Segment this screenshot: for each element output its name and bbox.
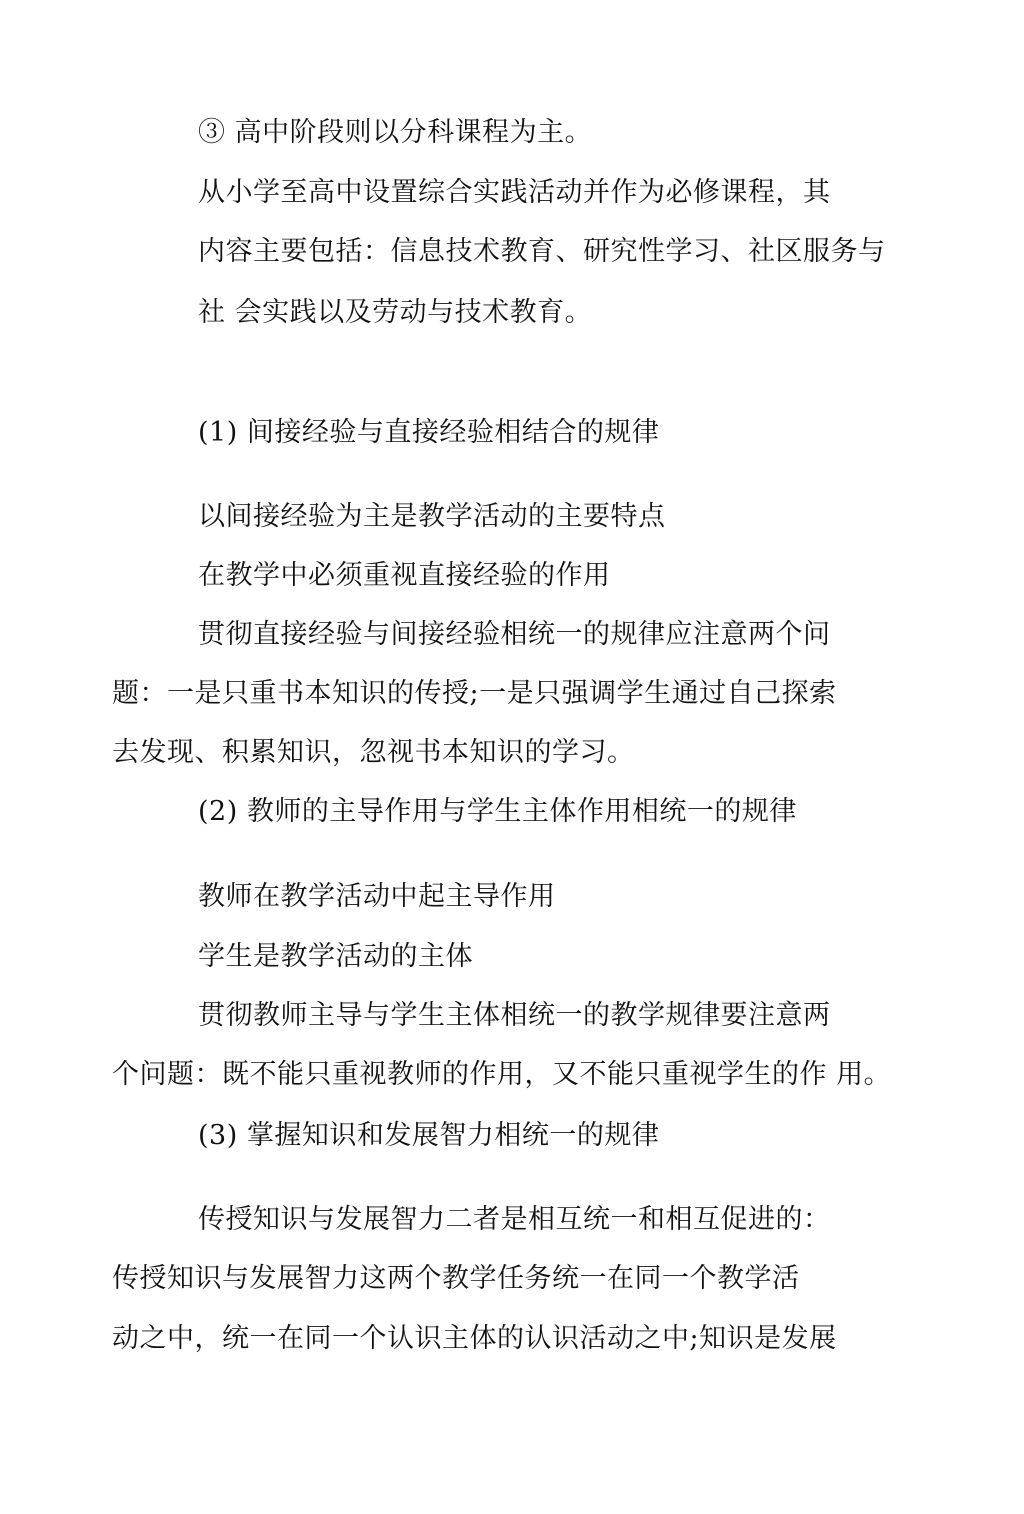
text-line-1: ③ 高中阶段则以分科课程为主。 <box>198 117 593 148</box>
text-line-9: 题：一是只重书本知识的传授;一是只强调学生通过自己探索 <box>112 678 837 709</box>
text-line-3: 内容主要包括：信息技术教育、研究性学习、社区服务与 <box>198 236 886 267</box>
text-line-19: 动之中，统一在同一个认识主体的认识活动之中;知识是发展 <box>112 1323 837 1354</box>
text-line-14: 贯彻教师主导与学生主体相统一的教学规律要注意两 <box>198 1000 831 1031</box>
text-line-7: 在教学中必须重视直接经验的作用 <box>198 560 611 591</box>
section-heading-1: (1) 间接经验与直接经验相结合的规律 <box>198 417 660 448</box>
text-line-15: 个问题：既不能只重视教师的作用，又不能只重视学生的作 用。 <box>112 1059 892 1090</box>
text-line-8: 贯彻直接经验与间接经验相统一的规律应注意两个问 <box>198 619 831 650</box>
text-line-13: 学生是教学活动的主体 <box>198 941 473 972</box>
text-line-12: 教师在教学活动中起主导作用 <box>198 881 556 912</box>
text-line-18: 传授知识与发展智力这两个教学任务统一在同一个教学活 <box>112 1263 800 1294</box>
text-line-6: 以间接经验为主是教学活动的主要特点 <box>198 501 666 532</box>
section-heading-2: (2) 教师的主导作用与学生主体作用相统一的规律 <box>198 796 797 827</box>
text-line-10: 去发现、积累知识，忽视书本知识的学习。 <box>112 737 635 768</box>
text-line-2: 从小学至高中设置综合实践活动并作为必修课程，其 <box>198 177 831 208</box>
section-heading-3: (3) 掌握知识和发展智力相统一的规律 <box>198 1120 660 1151</box>
text-line-4: 社 会实践以及劳动与技术教育。 <box>198 297 593 328</box>
text-line-17: 传授知识与发展智力二者是相互统一和相互促进的： <box>198 1204 831 1235</box>
